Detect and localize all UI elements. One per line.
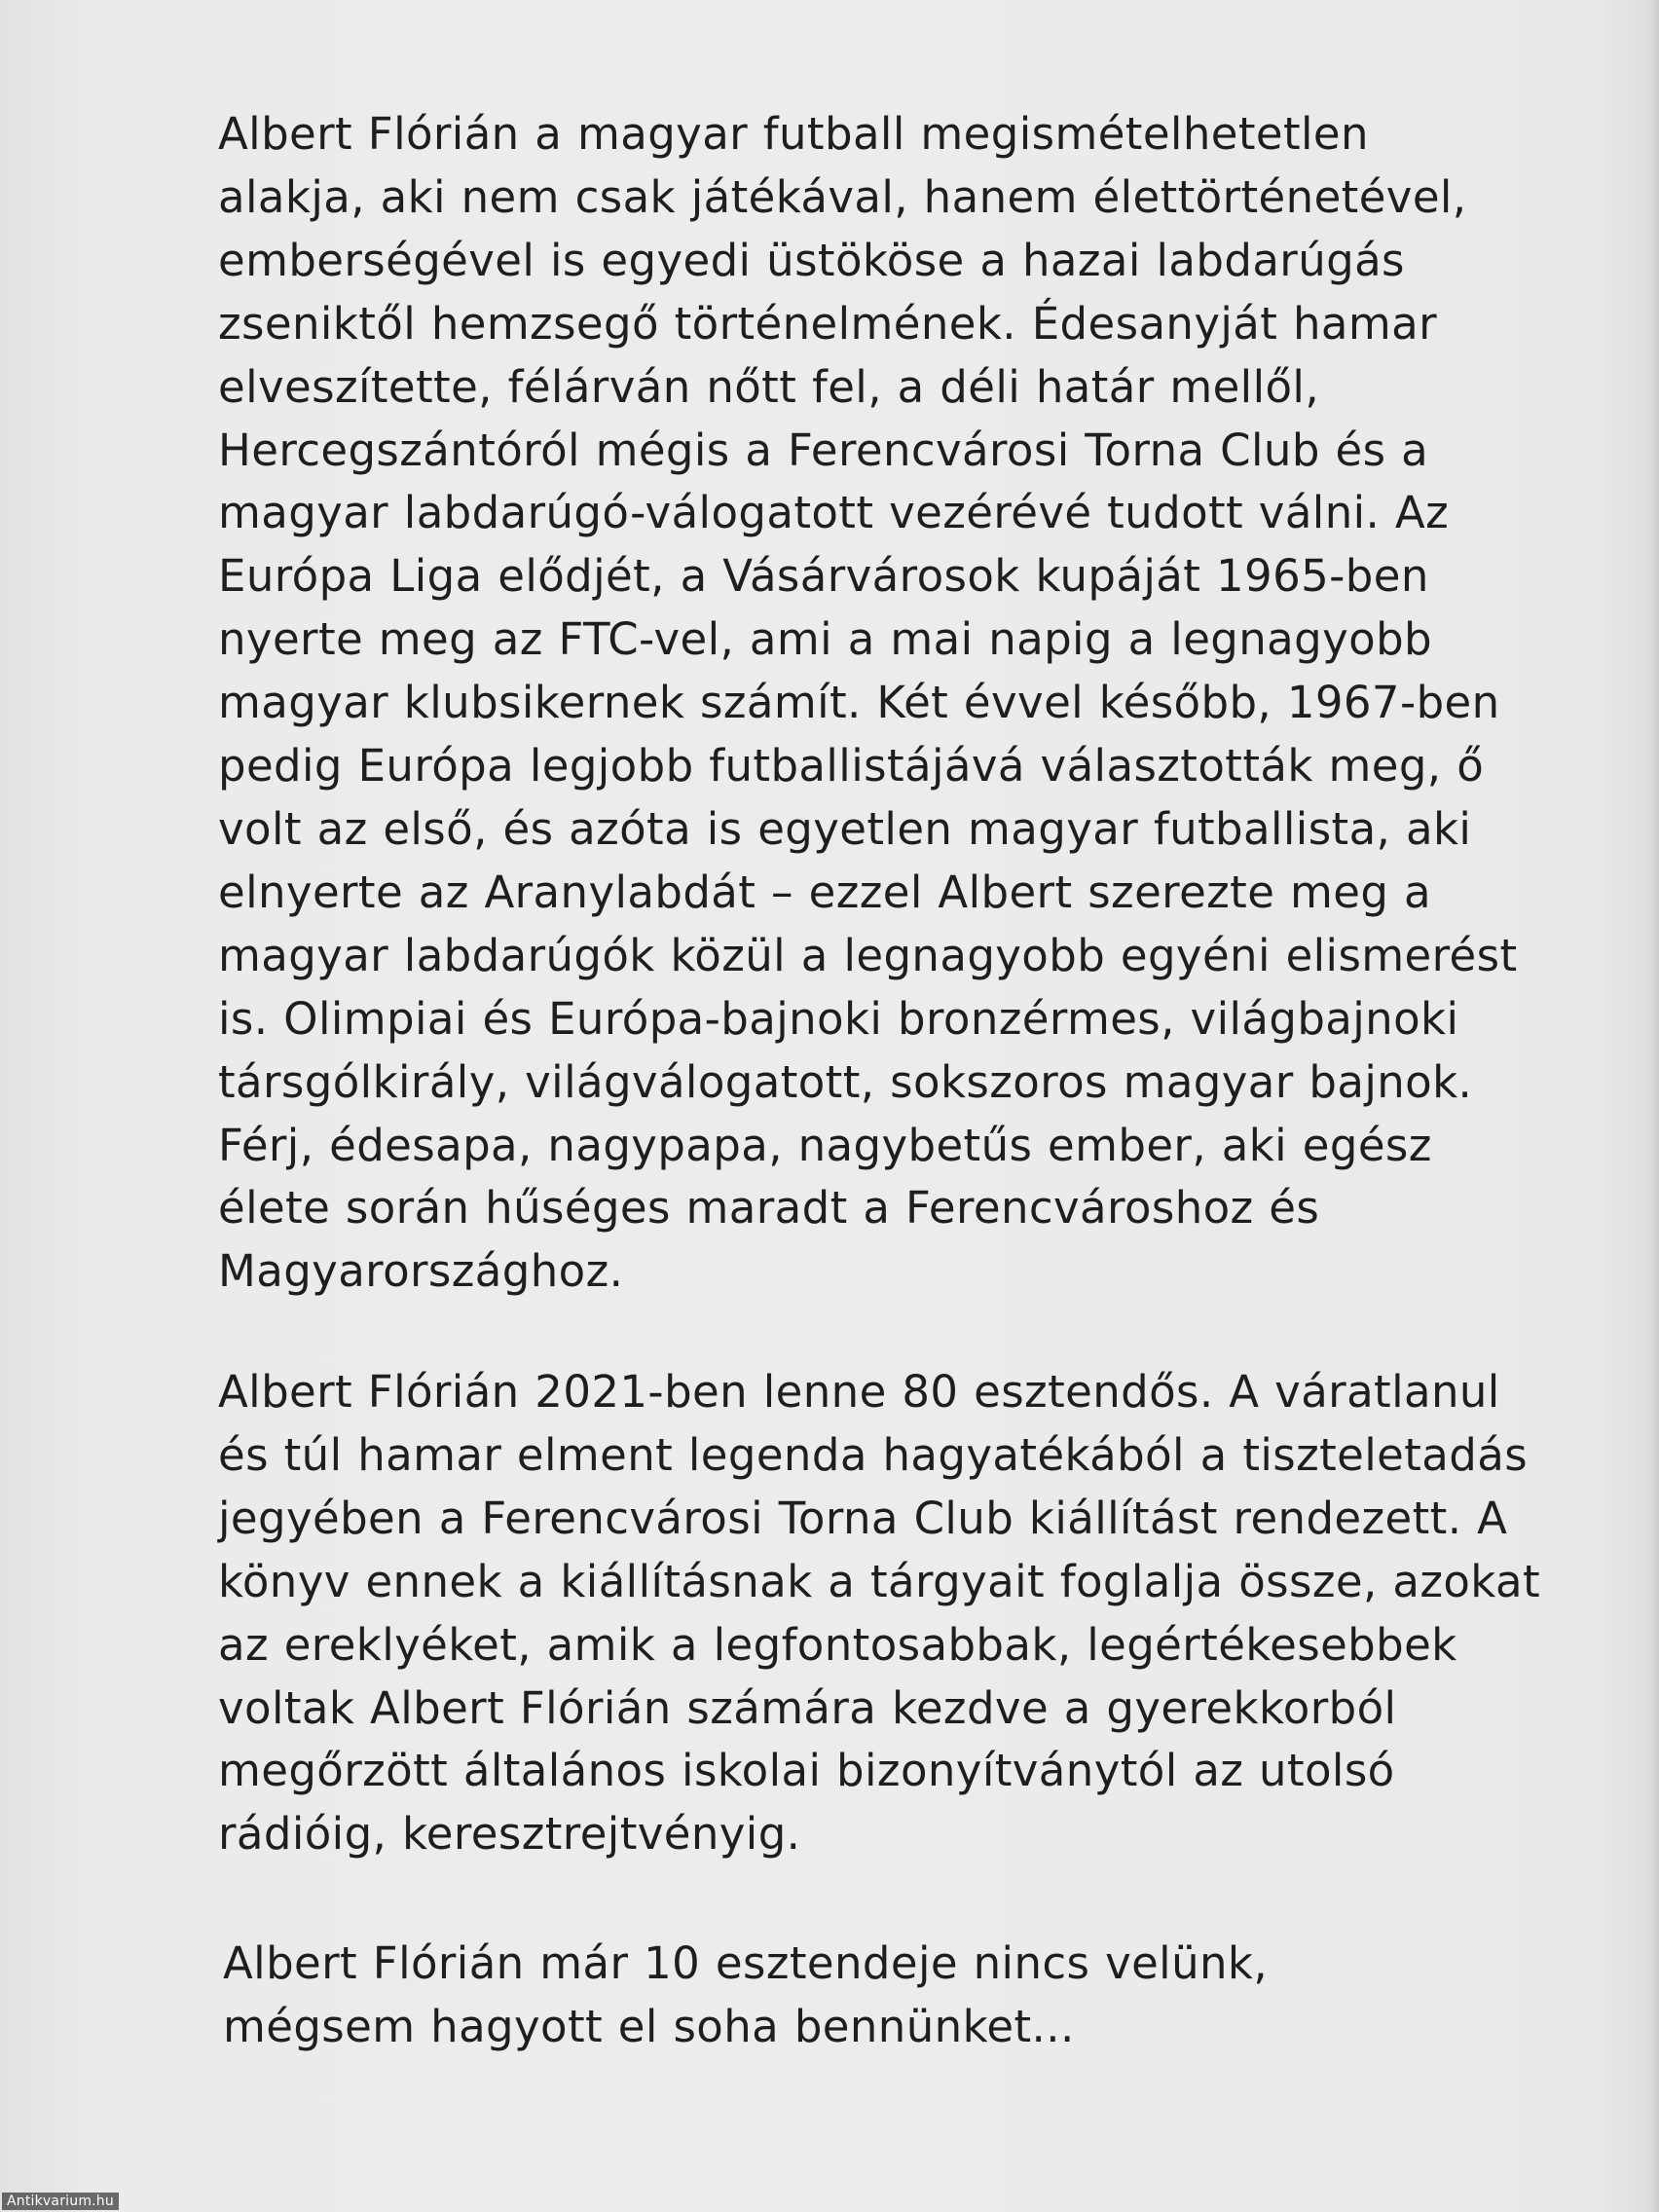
- text-line: Európa Liga elődjét, a Vásárvárosok kupáját 1965-ben: [218, 550, 1429, 603]
- text-line: voltak Albert Flórián számára kezdve a gyerekkorból: [218, 1681, 1397, 1734]
- text-line: és túl hamar elment legenda hagyatékából a tiszteletadás: [218, 1428, 1529, 1481]
- page-edge-shadow: [1649, 0, 1659, 2212]
- text-line: zseniktől hemzsegő történelmének. Édesanyját hamar: [218, 297, 1438, 350]
- text-line: mégsem hagyott el soha bennünket...: [223, 2000, 1075, 2052]
- text-line: Albert Flórián már 10 esztendeje nincs velünk,: [223, 1937, 1269, 1989]
- text-line: Férj, édesapa, nagypapa, nagybetűs ember, aki egész: [218, 1119, 1432, 1171]
- text-line: pedig Európa legjobb futballistájává választották meg, ő: [218, 740, 1485, 793]
- text-line: jegyében a Ferencvárosi Torna Club kiállítást rendezett. A: [218, 1492, 1508, 1544]
- text-line: emberségével is egyedi üstököse a hazai labdarúgás: [218, 234, 1405, 286]
- text-line: rádióig, keresztrejtvényig.: [218, 1808, 801, 1861]
- text-line: Albert Flórián a magyar futball megismételhetetlen: [218, 108, 1369, 160]
- text-line: Hercegszántóról mégis a Ferencvárosi Torna Club és a: [218, 424, 1429, 476]
- text-line: Magyarországhoz.: [218, 1245, 624, 1298]
- text-line: megőrzött általános iskolai bizonyítványtól az utolsó: [218, 1745, 1395, 1797]
- text-line: magyar labdarúgók közül a legnagyobb egyéni elismerést: [218, 929, 1518, 981]
- text-line: az ereklyéket, amik a legfontosabbak, legértékesebbek: [218, 1618, 1457, 1671]
- text-line: elnyerte az Aranylabdát – ezzel Albert szerezte meg a: [218, 866, 1431, 918]
- text-line: nyerte meg az FTC-vel, ami a mai napig a legnagyobb: [218, 613, 1433, 666]
- text-line: alakja, aki nem csak játékával, hanem élettörténetével,: [218, 170, 1467, 223]
- watermark: Antikvarium.hu: [2, 2193, 119, 2210]
- text-line: magyar labdarúgó-válogatott vezérévé tudott válni. Az: [218, 487, 1450, 539]
- text-line: magyar klubsikernek számít. Két évvel később, 1967-ben: [218, 677, 1500, 729]
- paragraph-exhibition: [218, 1361, 1620, 1866]
- text-line: is. Olimpiai és Európa-bajnoki bronzérmes, világbajnoki: [218, 992, 1459, 1045]
- text-line: volt az első, és azóta is egyetlen magyar futballista, aki: [218, 802, 1472, 855]
- paragraph-closing: [223, 1933, 1625, 2059]
- paragraph-biography: [218, 103, 1620, 1304]
- text-line: társgólkirály, világválogatott, sokszoros magyar bajnok.: [218, 1055, 1473, 1108]
- text-line: Albert Flórián 2021-ben lenne 80 esztendős. A váratlanul: [218, 1366, 1500, 1418]
- text-line: könyv ennek a kiállításnak a tárgyait foglalja össze, azokat: [218, 1555, 1540, 1607]
- text-line: elveszítette, félárván nőtt fel, a déli határ mellől,: [218, 360, 1320, 413]
- text-line: élete során hűséges maradt a Ferencvároshoz és: [218, 1182, 1320, 1235]
